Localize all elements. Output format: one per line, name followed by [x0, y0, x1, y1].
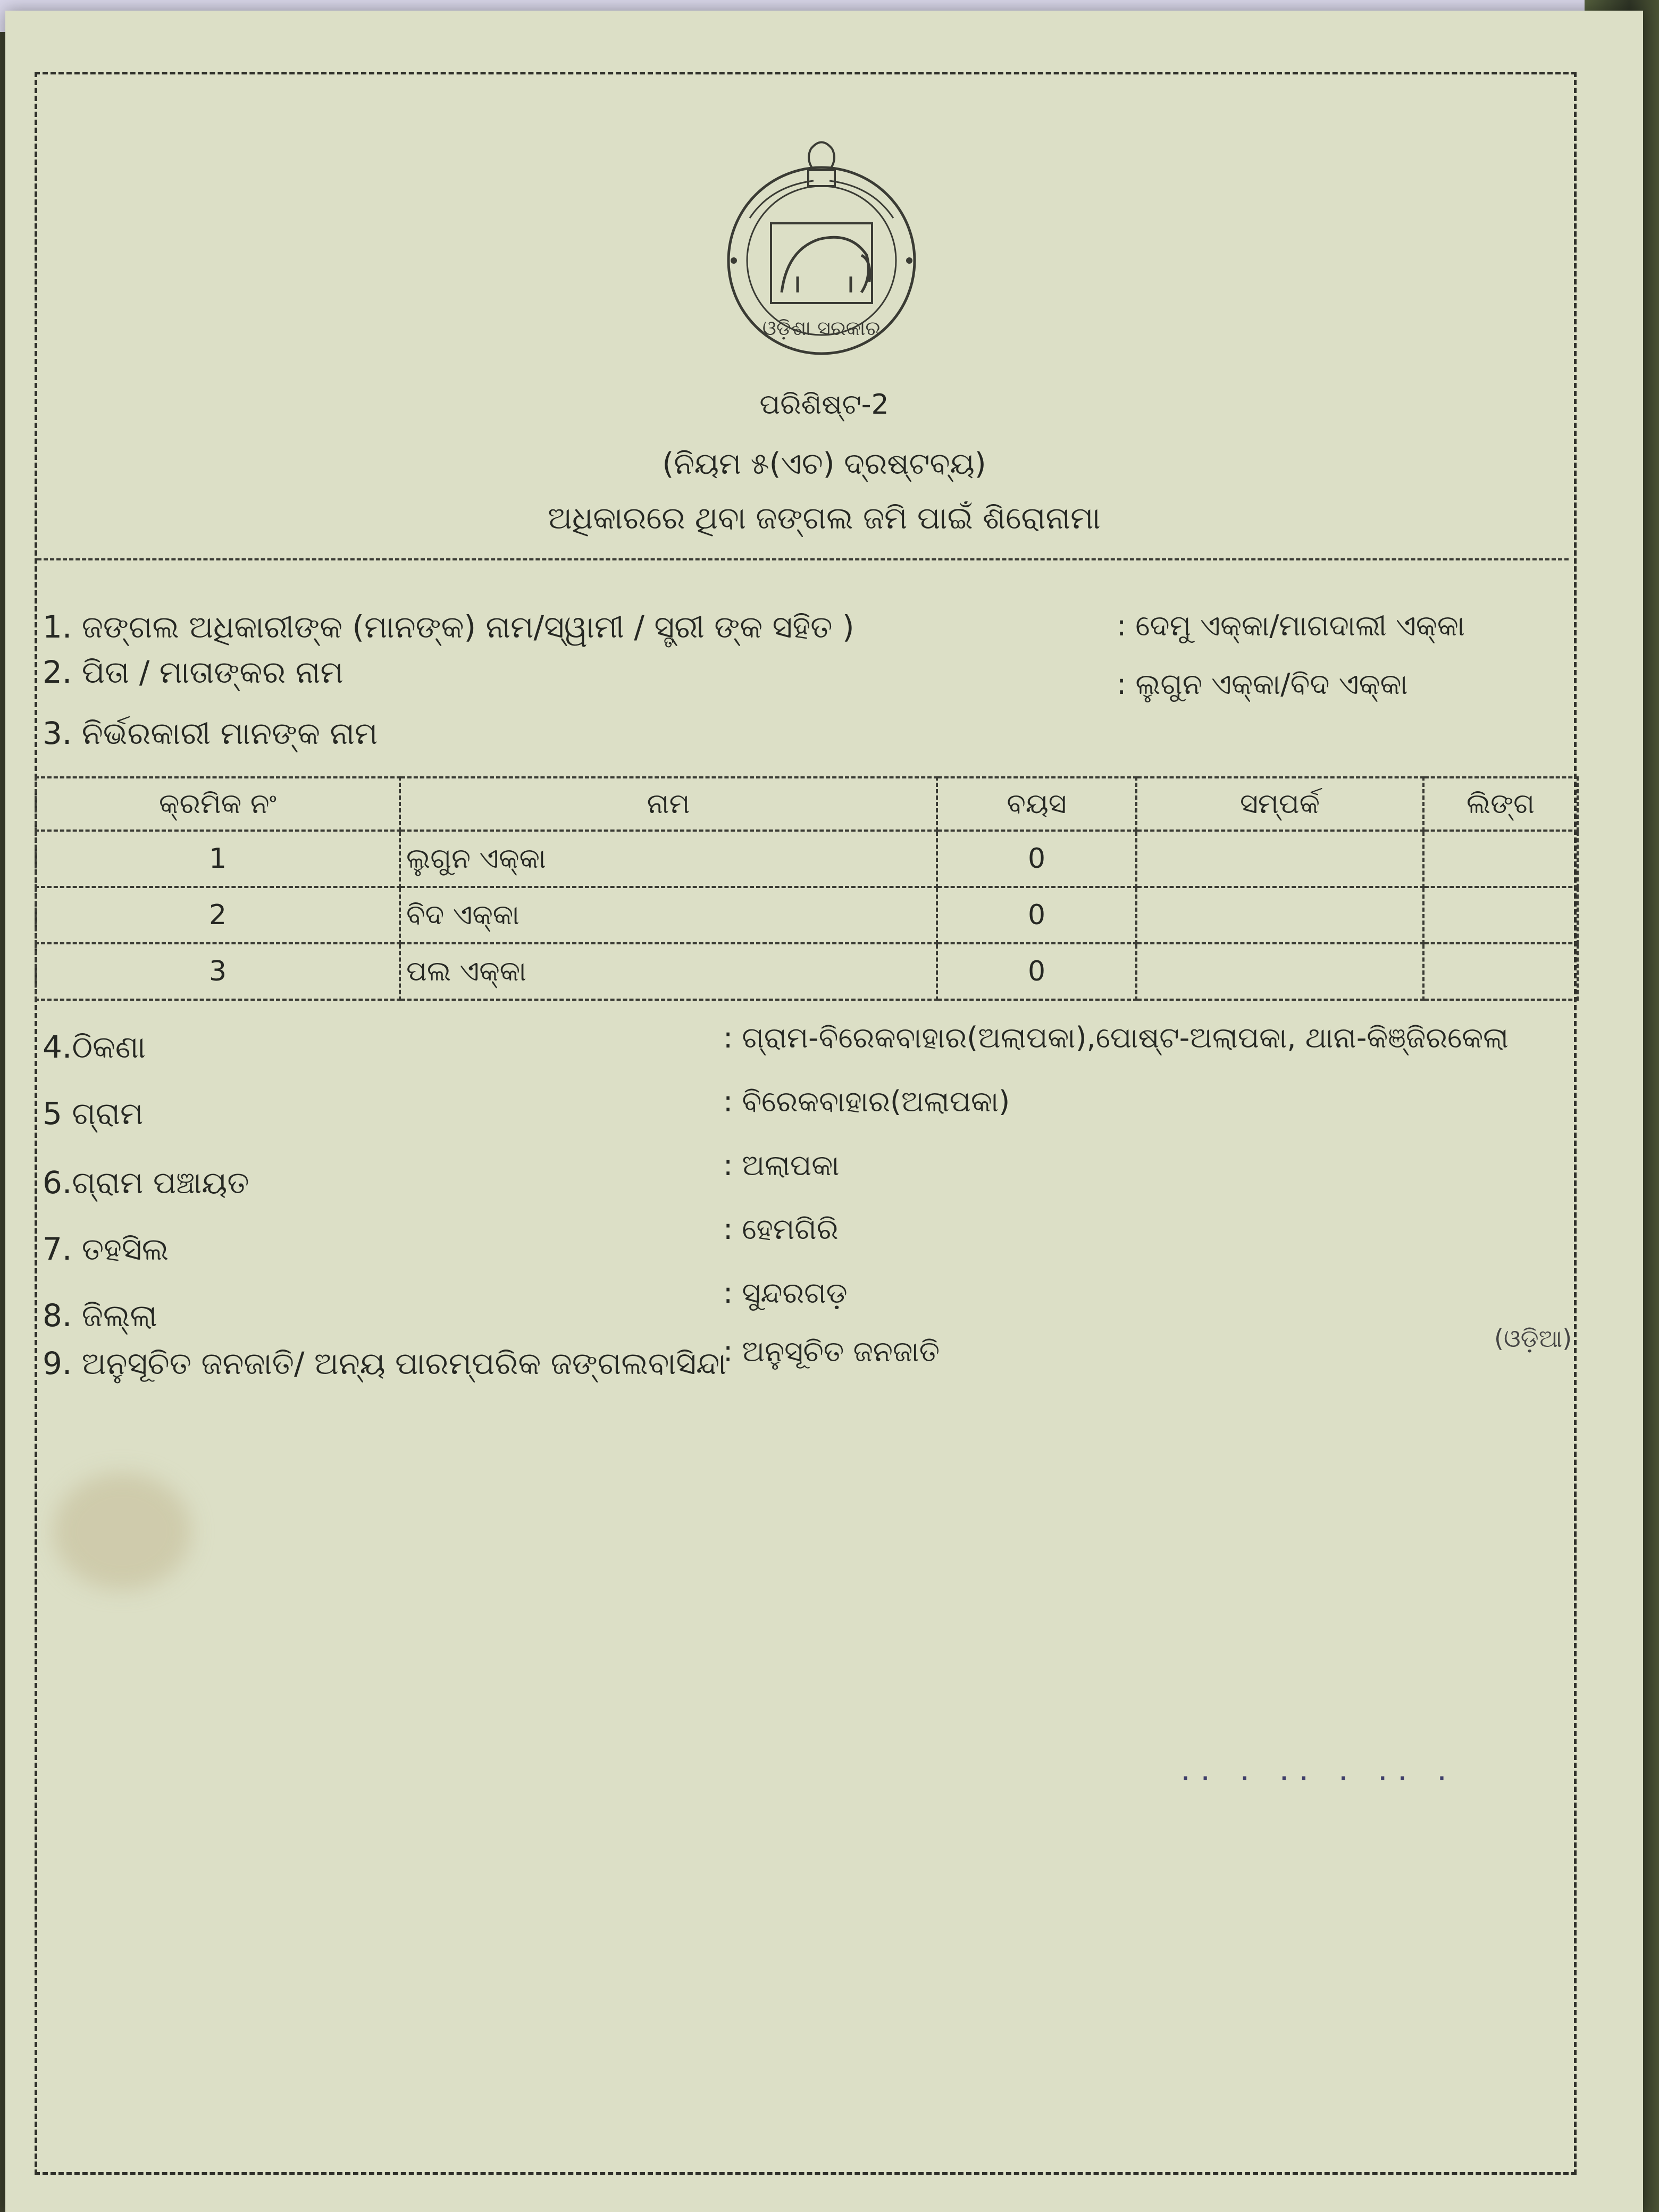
form-title: ପରିଶିଷ୍ଟ-2	[759, 389, 889, 421]
field-label-panchayat: 6.ଗ୍ରାମ ପଞ୍ଚାୟତ	[43, 1164, 249, 1201]
margin-note: (ଓଡ଼ିଆ)	[1494, 1324, 1572, 1353]
cell-name: ଲୁଗୁନ ଏକ୍କା	[400, 831, 937, 887]
cell-gender	[1423, 887, 1578, 943]
dependents-table	[35, 776, 1579, 1001]
field-value-panchayat: : ଅଲାପକା	[723, 1149, 840, 1182]
field-label-parents: 2. ପିତା / ମାତାଙ୍କର ନାମ	[43, 654, 343, 690]
field-value-parents: : ଲୁଗୁନ ଏକ୍କା/ବିଦ ଏକ୍କା	[1117, 667, 1408, 701]
header-gender: ଲିଙ୍ଗ	[1423, 777, 1578, 831]
document-sheet	[5, 11, 1643, 2212]
field-label-tribe-status: 9. ଅନୁସୂଚିତ ଜନଜାତି/ ଅନ୍ୟ ପାରମ୍ପରିକ ଜଙ୍ଗଲବାସିନ୍ଦା	[43, 1345, 727, 1381]
table-row	[36, 831, 1578, 887]
document-heading: ଅଧିକାରରେ ଥିବା ଜଙ୍ଗଲ ଜମି ପାଇଁ ଶିରୋନାମା	[548, 500, 1101, 536]
field-label-dependents: 3. ନିର୍ଭରକାରୀ ମାନଙ୍କ ନାମ	[43, 715, 378, 751]
cell-name: ବିଦ ଏକ୍କା	[400, 887, 937, 943]
header-relation: ସମ୍ପର୍କ	[1136, 777, 1423, 831]
cell-relation	[1136, 887, 1423, 943]
cell-relation	[1136, 831, 1423, 887]
cell-serial: 2	[36, 887, 400, 943]
cell-serial: 3	[36, 943, 400, 1000]
rule-reference: (ନିୟମ ୫(ଏଚ) ଦ୍ରଷ୍ଟବ୍ୟ)	[662, 447, 986, 481]
header-age: ବୟସ	[937, 777, 1136, 831]
field-label-address: 4.ଠିକଣା	[43, 1029, 146, 1065]
header-name: ନାମ	[400, 777, 937, 831]
field-label-village: 5 ଗ୍ରାମ	[43, 1095, 144, 1132]
header-serial: କ୍ରମିକ ନଂ	[36, 777, 400, 831]
cell-gender	[1423, 943, 1578, 1000]
field-value-district: : ସୁନ୍ଦରଗଡ଼	[723, 1276, 848, 1310]
cell-gender	[1423, 831, 1578, 887]
dashed-border	[35, 72, 1577, 2175]
field-value-tribe-status: : ଅନୁସୂଚିତ ଜନଜାତି	[723, 1335, 940, 1368]
field-label-tahasil: 7. ତହସିଲ	[43, 1231, 169, 1267]
odisha-emblem-icon	[718, 133, 925, 356]
field-value-village: : ବିରେକବାହାର(ଅଲାପକା)	[723, 1085, 1010, 1118]
divider-line	[37, 558, 1569, 560]
cell-name: ପଲ ଏକ୍କା	[400, 943, 937, 1000]
field-label-owner: 1. ଜଙ୍ଗଲ ଅଧିକାରୀଙ୍କ (ମାନଙ୍କ) ନାମ/ସ୍ୱାମୀ / ସ୍ତ୍ରୀ ଙ୍କ ସହିତ )	[43, 609, 854, 645]
table-header-row	[36, 777, 1578, 831]
field-value-owner: : ଦେମୁ ଏକ୍କା/ମାଗଦାଲୀ ଏକ୍କା	[1117, 609, 1465, 642]
field-value-tahasil: : ହେମଗିରି	[723, 1212, 839, 1246]
table-row	[36, 943, 1578, 1000]
field-value-address: : ଗ୍ରାମ-ବିରେକବାହାର(ଅଲାପକା),ପୋଷ୍ଟ-ଅଲାପକା, ଥାନା-କିଞ୍ଜିରକେଲା	[723, 1021, 1509, 1054]
cell-relation	[1136, 943, 1423, 1000]
cell-age: 0	[937, 887, 1136, 943]
cell-age: 0	[937, 831, 1136, 887]
stamp-marks: ·· · ·· · ·· ·	[1180, 1760, 1457, 1797]
table-row	[36, 887, 1578, 943]
field-label-district: 8. ଜିଲ୍ଲା	[43, 1297, 157, 1334]
cell-age: 0	[937, 943, 1136, 1000]
emblem-text: ଓଡ଼ିଶା ସରକାର	[762, 316, 881, 340]
cell-serial: 1	[36, 831, 400, 887]
